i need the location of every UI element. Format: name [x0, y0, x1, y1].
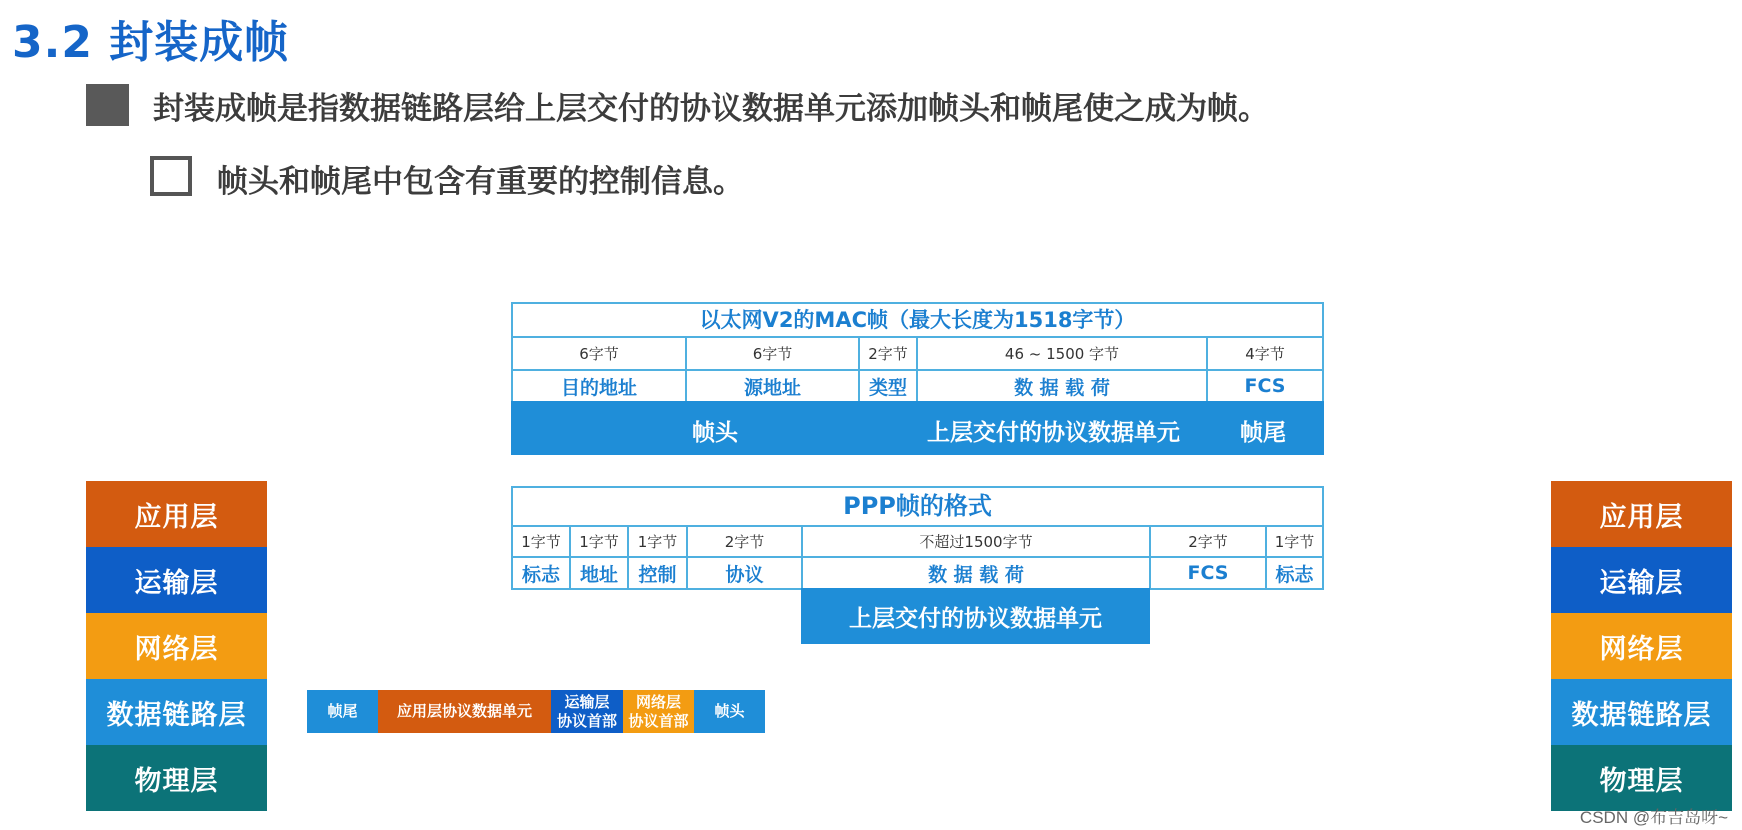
ppp-field-name: 标志	[1267, 556, 1322, 588]
ppp-frame-title: PPP帧的格式	[843, 492, 992, 520]
mac-field-bytes: 6字节	[687, 336, 860, 369]
mac-field-name: 数 据 载 荷	[918, 369, 1208, 401]
layer-network: 网络层	[1551, 613, 1732, 679]
encapsulation-bar	[307, 690, 765, 733]
layer-application: 应用层	[1551, 481, 1732, 547]
bullet-text-2: 帧头和帧尾中包含有重要的控制信息。	[217, 164, 744, 200]
layer-stack-left	[86, 481, 267, 811]
encap-segment-header: 帧头	[694, 690, 765, 733]
mac-field-bytes: 4字节	[1208, 336, 1322, 369]
layer-transport: 运输层	[1551, 547, 1732, 613]
ppp-field-name: 控制	[629, 556, 688, 588]
frame-header-label: 帧头	[692, 420, 738, 446]
layer-stack-right	[1551, 481, 1732, 811]
ppp-frame-table	[511, 486, 1324, 590]
mac-field-bytes: 6字节	[513, 336, 687, 369]
mac-bytes-row	[513, 336, 1322, 369]
mac-field-name: 类型	[860, 369, 918, 401]
hollow-square-bullet-icon	[150, 156, 192, 196]
ppp-field-name: 协议	[688, 556, 803, 588]
ppp-field-bytes: 1字节	[629, 525, 688, 556]
ppp-field-bytes: 1字节	[513, 525, 571, 556]
ppp-field-bytes: 2字节	[688, 525, 803, 556]
ppp-field-bytes: 2字节	[1151, 525, 1267, 556]
ppp-field-bytes: 1字节	[1267, 525, 1322, 556]
layer-application: 应用层	[86, 481, 267, 547]
layer-datalink: 数据链路层	[1551, 679, 1732, 745]
watermark: CSDN @布吉岛呀~	[1579, 808, 1728, 827]
layer-physical: 物理层	[1551, 745, 1732, 811]
layer-datalink: 数据链路层	[86, 679, 267, 745]
layer-transport: 运输层	[86, 547, 267, 613]
ppp-field-name: FCS	[1151, 556, 1267, 588]
frame-trailer-label: 帧尾	[1240, 420, 1286, 446]
mac-field-name: FCS	[1208, 369, 1322, 401]
encap-segment-network-header: 网络层 协议首部	[623, 690, 694, 733]
mac-field-bytes: 46 ~ 1500 字节	[918, 336, 1208, 369]
filled-square-bullet-icon	[86, 84, 129, 126]
bullet-text-1: 封装成帧是指数据链路层给上层交付的协议数据单元添加帧头和帧尾使之成为帧。	[153, 91, 1269, 127]
encap-segment-app-pdu: 应用层协议数据单元	[378, 690, 551, 733]
mac-field-bytes: 2字节	[860, 336, 918, 369]
ppp-field-bytes: 不超过1500字节	[803, 525, 1151, 556]
ppp-field-name: 数 据 载 荷	[803, 556, 1151, 588]
layer-network: 网络层	[86, 613, 267, 679]
mac-frame-title: 以太网V2的MAC帧（最大长度为1518字节）	[699, 308, 1136, 332]
mac-frame-structure-bar	[511, 401, 1324, 455]
ppp-names-row	[513, 556, 1322, 588]
ppp-field-name: 标志	[513, 556, 571, 588]
payload-label: 上层交付的协议数据单元	[927, 420, 1180, 446]
encap-segment-transport-header: 运输层 协议首部	[551, 690, 623, 733]
ppp-field-bytes: 1字节	[571, 525, 629, 556]
mac-names-row	[513, 369, 1322, 401]
mac-field-name: 源地址	[687, 369, 860, 401]
encap-segment-trailer: 帧尾	[307, 690, 378, 733]
ppp-bytes-row	[513, 525, 1322, 556]
page-title: 3.2 封装成帧	[12, 17, 290, 68]
layer-physical: 物理层	[86, 745, 267, 811]
ppp-field-name: 地址	[571, 556, 629, 588]
ppp-payload-bar: 上层交付的协议数据单元	[801, 588, 1150, 644]
mac-field-name: 目的地址	[513, 369, 687, 401]
